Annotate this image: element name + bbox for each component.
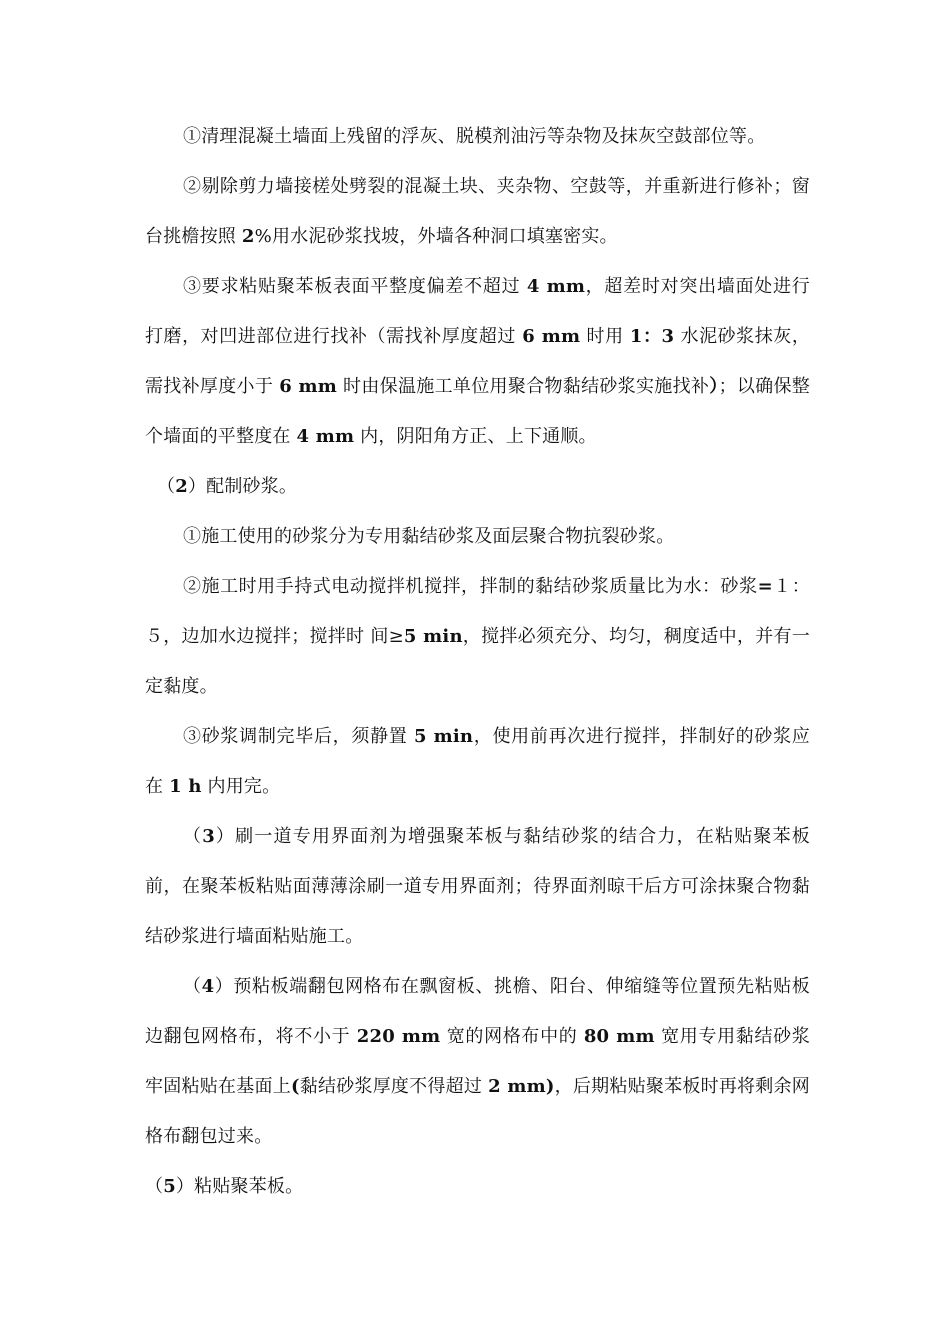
text-segment: 时用 [580,326,630,347]
text-segment: ；以确保整个墙面的平整度在 [145,376,811,447]
paragraph-standing [145,712,810,812]
bold-paren: ） [709,376,719,397]
bold-measure: 1 h [169,776,202,797]
heading-paste-board [145,1162,810,1212]
text-segment: ）刷一道专用界面剂为增强聚苯板与黏结砂浆的结合力，在粘贴聚苯板前，在聚苯板粘贴面薄薄涂刷一道专用界面剂；待界面剂晾干后方可涂抹聚合物黏结砂浆进行墙面粘贴施工。 [145,826,810,947]
paragraph-interface-agent [145,812,810,962]
text-segment: 时由保温施工单位用聚合物黏结砂浆实施找补 [337,376,710,397]
text-segment: 内用完。 [201,776,281,797]
bold-number: 4 [201,976,215,997]
bold-measure: 4 mm [526,276,586,297]
text-segment: ，搅拌必须充分、均匀，稠度适中，并有一定黏度。 [145,626,810,697]
bold-measure: 80 mm [583,1026,655,1047]
text-segment: ①施工使用的砂浆分为专用黏结砂浆及面层聚合物抗裂砂浆。 [183,526,675,547]
text-segment: ）粘贴聚苯板。 [175,1176,304,1197]
text-segment: 黏结砂浆厚度不得超过 [299,1076,489,1097]
bold-measure: 220 mm [356,1026,441,1047]
bold-measure: 4 mm [296,426,355,447]
paragraph-remove-concrete [145,162,810,262]
paragraph-mortar-types [145,512,810,562]
bold-paren: ( [290,1076,300,1097]
text-segment: %用水泥砂浆找坡，外墙各种洞口填塞密实。 [254,226,618,247]
bold-equals: = [757,576,773,597]
paragraph-flatness [145,262,810,462]
bold-measure: 2 mm [488,1076,546,1097]
paragraph-mesh-wrap [145,962,810,1162]
text-segment: 宽的网格布中的 [440,1026,584,1047]
paragraph-mixing [145,562,810,712]
text-segment: １：５，边加水边搅拌；搅拌时 间≥ [145,576,810,647]
bold-number: 3 [661,326,675,347]
bold-number: 3 [202,826,215,847]
text-segment: 内，阴阳角方正、上下通顺。 [354,426,597,447]
text-segment: ①清理混凝土墙面上残留的浮灰、脱模剂油污等杂物及抹灰空鼓部位等。 [183,126,766,147]
bold-number: 5 [163,1176,176,1197]
bold-number: 2 [241,226,255,247]
text-segment: ）预粘板端翻包网格布在飘窗板、挑檐、阳台、伸缩缝等位置预先粘贴板边翻包网格布，将不小于 [145,976,810,1047]
text-segment: ，使用前再次进行搅拌，拌制好的砂浆应在 [145,726,810,797]
text-segment: ②施工时用手持式电动搅拌机搅拌，拌制的黏结砂浆质量比为水：砂浆 [183,576,758,597]
bold-number: 1 [629,326,643,347]
text-segment: ③砂浆调制完毕后，须静置 [183,726,414,747]
bold-measure: 6 mm [522,326,581,347]
text-segment: ，后期粘贴聚苯板时再将剩余网格布翻包过来。 [145,1076,810,1147]
text-segment: （ [145,1176,164,1197]
heading-prepare-mortar [145,462,810,512]
text-segment: （ [183,826,203,847]
bold-measure: 6 mm [279,376,337,397]
text-segment: （ [157,476,176,497]
text-segment: ，超差时对突出墙面处进行打磨，对凹进部位进行找补（需找补厚度超过 [145,276,810,347]
bold-number: 2 [175,476,188,497]
text-segment: ）配制砂浆。 [187,476,298,497]
bold-paren: ) [545,1076,555,1097]
bold-measure: 5 min [403,626,463,647]
text-segment: （ [183,976,202,997]
text-segment: 水泥砂浆抹灰，需找补厚度小于 [145,326,811,397]
paragraph-clean-wall [145,112,810,162]
text-segment: ③要求粘贴聚苯板表面平整度偏差不超过 [183,276,527,297]
bold-colon: ： [642,326,662,347]
bold-measure: 5 min [413,726,474,747]
text-segment: 宽用专用黏结砂浆牢固粘贴在基面上 [145,1026,810,1097]
text-segment: ②剔除剪力墙接槎处劈裂的混凝土块、夹杂物、空鼓等，并重新进行修补；窗台挑檐按照 [145,176,810,247]
